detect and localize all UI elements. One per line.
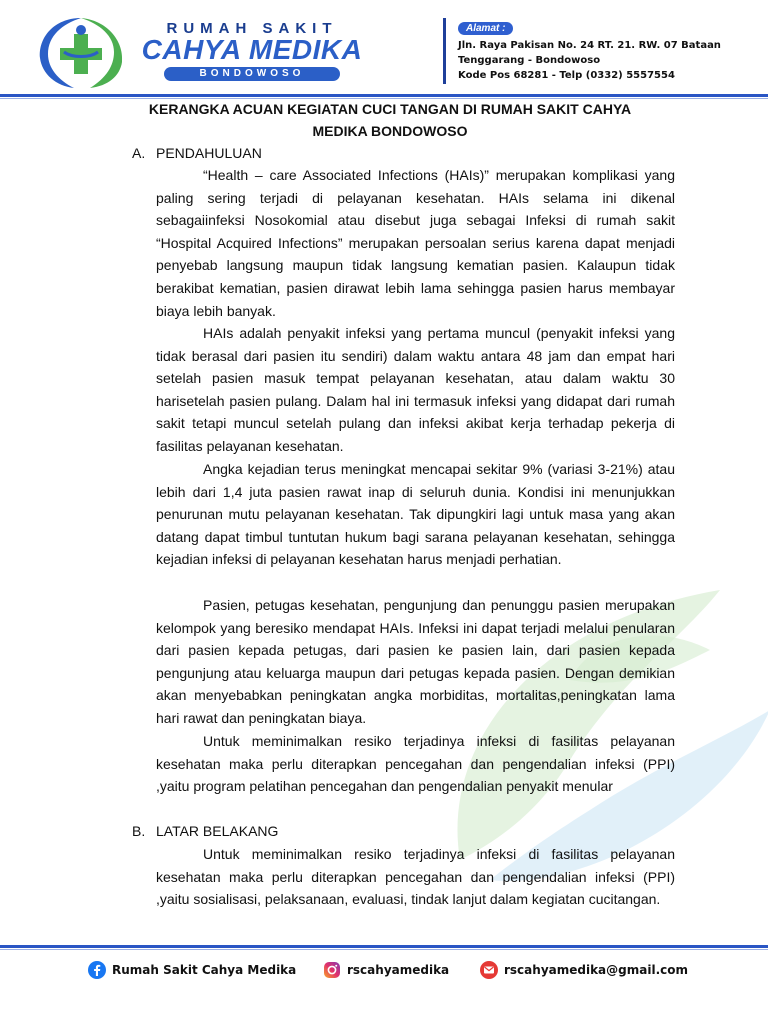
footer-facebook[interactable] [88,960,296,980]
paragraph-6 [156,843,675,911]
section-b-number: B. [132,823,146,839]
footer-instagram-text: rscahyamedika [347,963,450,977]
footer-email-text: rscahyamedika@gmail.com [504,963,688,977]
address-line-3: Kode Pos 68281 - Telp (0332) 5557554 [458,70,675,81]
paragraph-4 [156,594,675,730]
section-a-heading [132,142,262,164]
paragraph-6-text: Untuk meminimalkan resiko terjadinya infeksi di fasilitas pelayanan kesehatan maka perlu diterapkan pencegahan dan pengendalian infeksi (PPI) ,yaitu sosialisasi, pelaksanaan, evaluasi, tindak lanjut dalam kegiatan cucitangan. [156,846,675,908]
facebook-icon [88,961,106,979]
paragraph-5-text: Untuk meminimalkan resiko terjadinya infeksi di fasilitas pelayanan kesehatan maka perlu diterapkan pencegahan dan pengendalian infeksi (PPI) ,yaitu program pelatihan pencegahan dan pengendalian penyakit menular [156,733,675,795]
document-title-line-1: KERANGKA ACUAN KEGIATAN CUCI TANGAN DI RUMAH SAKIT CAHYA [148,101,632,117]
brand-word-1: CAHYA [141,34,241,65]
address-label: Alamat : [458,22,513,35]
paragraph-5 [156,730,675,798]
paragraph-4-text: Pasien, petugas kesehatan, pengunjung dan penunggu pasien merupakan kelompok yang beresiko mendapat HAIs. Infeksi ini dapat terjadi melalui penularan dari pasien kepada petugas, dari pasien ke pasien lain, dari pasien kepada pengunjung atau keluarga maupun dari petugas kepada pasien. Dengan demikian akan menyebabkan peningkatan angka morbiditas, mortalitas,peningkatan lama hari rawat dan peningkatan biaya. [156,597,675,726]
paragraph-1-text: “Health – care Associated Infections (HAIs)” merupakan komplikasi yang paling sering terjadi di pelayanan kesehatan. HAIs selama ini dikenal sebagaiinfeksi Nosokomial atau disebut juga sebagai Infeksi di rumah sakit “Hospital Acquired Infections” merupakan persoalan serius karena dapat menjadi penyebab langsung maupun tidak langsung kematian pasien. Kalaupun tidak berakibat kematian, pasien dirawat lebih lama sehingga pasien harus membayar biaya lebih banyak. [156,167,675,319]
section-a-label: PENDAHULUAN [156,145,262,161]
letterhead [0,0,768,96]
paragraph-2 [156,322,675,458]
paragraph-3-text: Angka kejadian terus meningkat mencapai sekitar 9% (variasi 3-21%) atau lebih dari 1,4 juta pasien rawat inap di seluruh dunia. Kondisi ini menunjukkan penurunan mutu pelayanan kesehatan. Tak dipungkiri lagi untuk masa yang akan datang dapat timbul tuntutan hukum bagi sarana pelayanan kesehatan, sehingga kejadian infeksi di pelayanan kesehatan harus menjadi perhatian. [156,461,675,568]
hospital-logo-icon [34,12,128,90]
document-title-line-2: MEDIKA BONDOWOSO [312,123,468,139]
address-line-1: Jln. Raya Pakisan No. 24 RT. 21. RW. 07 Bataan [458,40,721,51]
email-icon [480,961,498,979]
brand-city-badge: BONDOWOSO [164,67,340,81]
address-line-2: Tenggarang - Bondowoso [458,55,601,66]
header-rule [0,94,768,97]
section-b-label: LATAR BELAKANG [156,823,279,839]
hospital-name [136,20,368,81]
footer-rule [0,945,768,948]
section-b-heading [132,820,278,842]
footer-instagram[interactable] [323,960,449,980]
brand-top-text: RUMAH SAKIT [166,20,338,37]
footer-facebook-text: Rumah Sakit Cahya Medika [112,963,297,977]
paragraph-1 [156,164,675,322]
brand-main-text [136,35,368,65]
footer-email[interactable] [480,960,688,980]
header-divider [443,18,446,84]
paragraph-3 [156,458,675,571]
paragraph-2-text: HAIs adalah penyakit infeksi yang pertama muncul (penyakit infeksi yang tidak berasal dari pasien itu sendiri) dalam waktu antara 48 jam dan empat hari setelah pasien masuk tempat pelayanan kesehatan, atau dalam waktu 30 harisetelah pasien pulang. Dalam hal ini termasuk infeksi yang didapat dari rumah sakit tetapi muncul setelah pulang dan infeksi akibat kerja terhadap pekerja di fasilitas pelayanan kesehatan. [156,325,675,454]
footer-rule-thin [0,949,768,950]
instagram-icon [323,961,341,979]
brand-word-2: MEDIKA [248,34,363,65]
section-a-number: A. [132,145,146,161]
